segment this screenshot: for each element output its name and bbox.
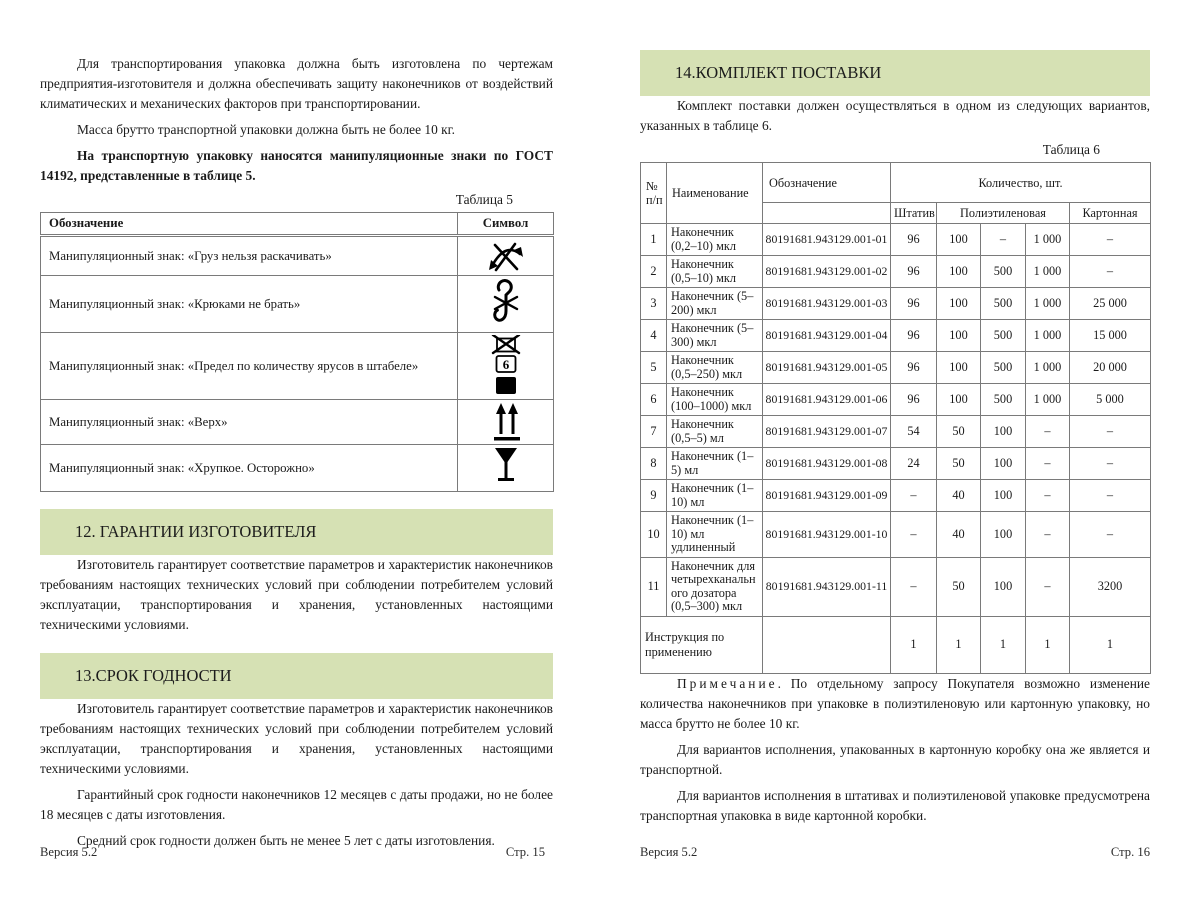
- row-number: 8: [641, 448, 667, 480]
- qty-shtativ: –: [891, 512, 937, 558]
- qty-poly-2: 100: [981, 557, 1026, 616]
- qty-poly-2: 100: [981, 448, 1026, 480]
- qty-shtativ: –: [891, 480, 937, 512]
- no-hooks-icon: [492, 278, 520, 330]
- table-header-row: [641, 163, 1151, 203]
- table-row: [641, 512, 1151, 558]
- instruction-label: Инструкция по применению: [641, 616, 763, 673]
- column-header-code: Обозначение: [763, 163, 891, 203]
- qty-poly-1: 100: [937, 256, 981, 288]
- qty-poly-1: 50: [937, 448, 981, 480]
- qty-carton: –: [1070, 256, 1151, 288]
- column-header-quantity: Количество, шт.: [891, 163, 1151, 203]
- paragraph: Для вариантов исполнения в штативах и полиэтиленовой упаковке предусмотрена транспортная упаковка в виде картонной коробки.: [640, 787, 1150, 823]
- sign-label: Манипуляционный знак: «Предел по количеству ярусов в штабеле»: [41, 333, 458, 400]
- sign-label: Манипуляционный знак: «Груз нельзя раскачивать»: [41, 236, 458, 276]
- qty-poly-1: 100: [937, 352, 981, 384]
- table6-caption: Таблица 6: [1042, 142, 1100, 157]
- item-name: Наконечник (0,5–5) мл: [667, 416, 763, 448]
- sign-symbol-cell: [458, 400, 554, 445]
- column-header-num: [641, 163, 667, 224]
- row-number: 3: [641, 288, 667, 320]
- fragile-icon: [493, 447, 519, 489]
- qty-poly-3: –: [1026, 480, 1070, 512]
- item-name: Наконечник (100–1000) мкл: [667, 384, 763, 416]
- note-paragraph: [640, 674, 1150, 734]
- qty-carton: –: [1070, 416, 1151, 448]
- table-row: [641, 320, 1151, 352]
- this-way-up-icon: [491, 402, 521, 442]
- column-header-shtativ: Штатив: [891, 203, 937, 224]
- qty-shtativ: 96: [891, 352, 937, 384]
- qty-shtativ: 96: [891, 224, 937, 256]
- column-header-symbol: Символ: [458, 213, 554, 236]
- item-name: Наконечник (1–10) мл удлиненный: [667, 512, 763, 558]
- qty-carton: 5 000: [1070, 384, 1151, 416]
- section-13-header: 13.СРОК ГОДНОСТИ: [40, 653, 553, 699]
- item-code: 80191681.943129.001-06: [763, 384, 891, 416]
- column-header-name: Наименование: [667, 163, 763, 224]
- row-number: 7: [641, 416, 667, 448]
- manipulation-signs-table: [40, 212, 554, 492]
- column-header-carton: Картонная: [1070, 203, 1151, 224]
- table-row: [641, 224, 1151, 256]
- qty-poly-3: 1 000: [1026, 352, 1070, 384]
- paragraph-bold: На транспортную упаковку наносятся манипуляционные знаки по ГОСТ 14192, представленные в таблице 5.: [40, 148, 553, 183]
- qty-poly-1: 1: [937, 616, 981, 673]
- qty-poly-2: 500: [981, 352, 1026, 384]
- qty-poly-1: 100: [937, 224, 981, 256]
- item-code: 80191681.943129.001-08: [763, 448, 891, 480]
- qty-carton: –: [1070, 448, 1151, 480]
- qty-shtativ: 24: [891, 448, 937, 480]
- qty-poly-2: 500: [981, 288, 1026, 320]
- qty-poly-1: 100: [937, 288, 981, 320]
- table-row: [41, 333, 554, 400]
- sign-label: Манипуляционный знак: «Верх»: [41, 400, 458, 445]
- paragraph: Масса брутто транспортной упаковки должна быть не более 10 кг.: [77, 122, 455, 137]
- qty-poly-3: 1 000: [1026, 224, 1070, 256]
- page-footer: [40, 845, 545, 860]
- table-row: [41, 276, 554, 333]
- table-row: [641, 288, 1151, 320]
- item-code: 80191681.943129.001-04: [763, 320, 891, 352]
- sign-symbol-cell: [458, 236, 554, 276]
- table-row: [641, 480, 1151, 512]
- qty-poly-2: 500: [981, 320, 1026, 352]
- qty-poly-1: 100: [937, 384, 981, 416]
- row-number: 11: [641, 557, 667, 616]
- item-code: 80191681.943129.001-11: [763, 557, 891, 616]
- version-label: Версия 5.2: [40, 845, 98, 859]
- qty-shtativ: –: [891, 557, 937, 616]
- row-number: 4: [641, 320, 667, 352]
- section-14-header: 14.КОМПЛЕКТ ПОСТАВКИ: [640, 50, 1150, 96]
- table-row: [641, 448, 1151, 480]
- paragraph: Изготовитель гарантирует соответствие параметров и характеристик наконечников требованиям настоящих технических условий при соблюдении потребителем условий эксплуатации, транспортирования и хранения, установленных настоящими техническими условиями.: [40, 557, 553, 632]
- empty-cell: [763, 203, 891, 224]
- paragraph: Гарантийный срок годности наконечников 12 месяцев с даты продажи, но не более 18 месяцев с даты изготовления.: [40, 787, 553, 822]
- item-code: 80191681.943129.001-02: [763, 256, 891, 288]
- qty-poly-2: 500: [981, 384, 1026, 416]
- sign-label: Манипуляционный знак: «Крюками не брать»: [41, 276, 458, 333]
- page-number: Стр. 15: [505, 845, 545, 859]
- qty-carton: 3200: [1070, 557, 1151, 616]
- qty-poly-2: 100: [981, 512, 1026, 558]
- qty-carton: 15 000: [1070, 320, 1151, 352]
- qty-poly-1: 40: [937, 480, 981, 512]
- column-header-polyethylene: Полиэтиленовая: [937, 203, 1070, 224]
- row-number: 6: [641, 384, 667, 416]
- qty-poly-3: –: [1026, 512, 1070, 558]
- qty-poly-2: 100: [981, 480, 1026, 512]
- item-code: 80191681.943129.001-09: [763, 480, 891, 512]
- table5-caption: Таблица 5: [455, 192, 513, 207]
- qty-carton: 20 000: [1070, 352, 1151, 384]
- paragraph: Для вариантов исполнения, упакованных в картонную коробку она же является и транспортной.: [640, 741, 1150, 777]
- num-header-line2: п/п: [646, 193, 663, 207]
- qty-poly-3: –: [1026, 416, 1070, 448]
- table-row: [641, 352, 1151, 384]
- stack-limit-number: 6: [502, 357, 509, 372]
- sign-label: Манипуляционный знак: «Хрупкое. Осторожно»: [41, 445, 458, 492]
- table-header-row: [41, 213, 554, 236]
- table-row: [41, 445, 554, 492]
- item-code: 80191681.943129.001-01: [763, 224, 891, 256]
- item-name: Наконечник (0,2–10) мкл: [667, 224, 763, 256]
- qty-poly-3: 1 000: [1026, 320, 1070, 352]
- version-label: Версия 5.2: [640, 845, 698, 859]
- delivery-set-table: [640, 162, 1151, 674]
- qty-shtativ: 54: [891, 416, 937, 448]
- item-code: 80191681.943129.001-03: [763, 288, 891, 320]
- qty-carton: –: [1070, 512, 1151, 558]
- qty-poly-2: 500: [981, 256, 1026, 288]
- table-row: [641, 416, 1151, 448]
- row-number: 9: [641, 480, 667, 512]
- qty-carton: –: [1070, 480, 1151, 512]
- table-row: [641, 384, 1151, 416]
- empty-cell: [763, 616, 891, 673]
- sign-symbol-cell: [458, 333, 554, 400]
- item-code: 80191681.943129.001-10: [763, 512, 891, 558]
- qty-poly-1: 40: [937, 512, 981, 558]
- qty-poly-1: 100: [937, 320, 981, 352]
- stacking-limit-icon: [491, 335, 521, 397]
- page-number: Стр. 16: [1110, 845, 1150, 859]
- item-name: Наконечник (5–200) мкл: [667, 288, 763, 320]
- table-row: [41, 236, 554, 276]
- item-name: Наконечник (1–10) мл: [667, 480, 763, 512]
- qty-poly-3: 1 000: [1026, 256, 1070, 288]
- item-code: 80191681.943129.001-05: [763, 352, 891, 384]
- qty-poly-3: 1 000: [1026, 384, 1070, 416]
- num-header-line1: №: [646, 179, 658, 193]
- row-number: 5: [641, 352, 667, 384]
- item-name: Наконечник (1–5) мл: [667, 448, 763, 480]
- qty-poly-3: –: [1026, 448, 1070, 480]
- qty-poly-2: –: [981, 224, 1026, 256]
- row-number: 10: [641, 512, 667, 558]
- qty-carton: –: [1070, 224, 1151, 256]
- qty-poly-1: 50: [937, 557, 981, 616]
- qty-poly-3: 1: [1026, 616, 1070, 673]
- qty-shtativ: 96: [891, 384, 937, 416]
- paragraph: Изготовитель гарантирует соответствие параметров и характеристик наконечников требованиям настоящих технических условий при соблюдении потребителем условий эксплуатации, транспортирования и хранения, установленных настоящими техническими условиями.: [40, 701, 553, 776]
- qty-poly-3: –: [1026, 557, 1070, 616]
- qty-shtativ: 96: [891, 288, 937, 320]
- table-row: [41, 400, 554, 445]
- table-row: [641, 557, 1151, 616]
- qty-shtativ: 1: [891, 616, 937, 673]
- paragraph: Средний срок годности должен быть не менее 5 лет с даты изготовления.: [77, 833, 495, 848]
- qty-poly-2: 100: [981, 416, 1026, 448]
- item-name: Наконечник для четырехканального дозатора (0,5–300) мкл: [667, 557, 763, 616]
- table-row: [641, 256, 1151, 288]
- qty-shtativ: 96: [891, 256, 937, 288]
- item-code: 80191681.943129.001-07: [763, 416, 891, 448]
- item-name: Наконечник (5–300) мкл: [667, 320, 763, 352]
- qty-carton: 25 000: [1070, 288, 1151, 320]
- row-number: 2: [641, 256, 667, 288]
- qty-poly-3: 1 000: [1026, 288, 1070, 320]
- note-text: . По отдельному запросу Покупателя возможно изменение количества наконечников при упаковке в полиэтиленовую или картонную упаковку, но масса брутто не более 10 кг.: [640, 675, 1150, 731]
- qty-poly-1: 50: [937, 416, 981, 448]
- item-name: Наконечник (0,5–10) мкл: [667, 256, 763, 288]
- item-name: Наконечник (0,5–250) мкл: [667, 352, 763, 384]
- page-16: [600, 0, 1200, 900]
- section-12-header: 12. ГАРАНТИИ ИЗГОТОВИТЕЛЯ: [40, 509, 553, 555]
- paragraph: Комплект поставки должен осуществляться в одном из следующих вариантов, указанных в таблице 6.: [640, 98, 1150, 133]
- note-label: Примечание: [677, 675, 778, 691]
- sign-symbol-cell: [458, 445, 554, 492]
- qty-shtativ: 96: [891, 320, 937, 352]
- row-number: 1: [641, 224, 667, 256]
- paragraph: Для транспортирования упаковка должна быть изготовлена по чертежам предприятия-изготовителя и должна обеспечивать защиту наконечников от воздействий климатических и механических факторов при транспортировании.: [40, 56, 553, 111]
- table-row-instruction: [641, 616, 1151, 673]
- page-footer: [640, 845, 1150, 860]
- sign-symbol-cell: [458, 276, 554, 333]
- qty-carton: 1: [1070, 616, 1151, 673]
- column-header-label: Обозначение: [41, 213, 458, 236]
- no-swing-icon: [488, 239, 524, 273]
- qty-poly-2: 1: [981, 616, 1026, 673]
